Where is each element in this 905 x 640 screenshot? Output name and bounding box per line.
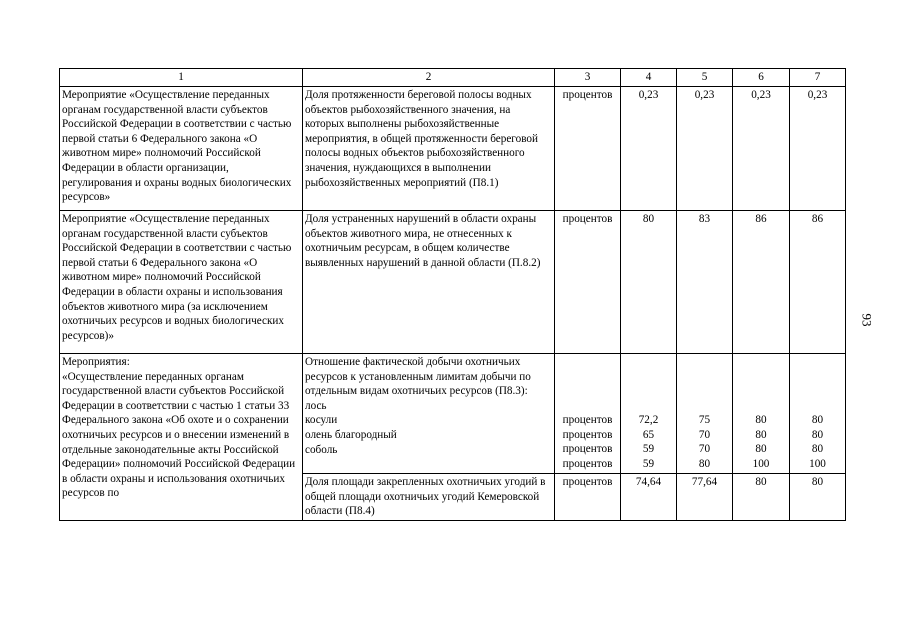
value: 72,2 bbox=[638, 414, 659, 426]
value-cell bbox=[621, 354, 677, 474]
unit-value: процентов bbox=[562, 428, 613, 441]
header-row bbox=[60, 69, 846, 87]
indicator-text: Отношение фактической добычи охотничьих ресурсов к установленным лимитам добычи по отдельным видам охотничьих ресурсов (П8.3): bbox=[305, 356, 531, 398]
value: 80 bbox=[811, 428, 824, 441]
header-cell: 4 bbox=[621, 69, 677, 87]
species-name: косули bbox=[305, 414, 338, 427]
value: 70 bbox=[698, 443, 711, 456]
indicators-table bbox=[59, 68, 846, 521]
header-cell: 2 bbox=[303, 69, 555, 87]
value: 80 bbox=[755, 428, 767, 441]
event-cell: Мероприятие «Осуществление переданных органам государственной власти субъектов Российской Федерации в соответствии с частью первой статьи 6 Федерального закона «О животном мире» полномочий Российской Федерации в области охраны и использования объектов животного мира (за исключением охотничьих ресурсов и водных биологических ресурсов)» bbox=[60, 211, 303, 354]
indicator-cell: Доля протяженности береговой полосы водных объектов рыбохозяйственного значения, на которых выполнены рыбохозяйственные мероприятия, в общей протяженности береговой полосы водных объектов рыбохозяйственного значения, нуждающихся в выполнении рыбохозяйственных мероприятий (П8.1) bbox=[303, 87, 555, 211]
value-cell bbox=[790, 354, 846, 474]
value-cell: 0,23 bbox=[733, 87, 790, 211]
unit-cell bbox=[555, 354, 621, 474]
header-cell: 7 bbox=[790, 69, 846, 87]
value-cell: 77,64 bbox=[677, 474, 733, 521]
value: 100 bbox=[752, 457, 770, 470]
unit-value: процентов bbox=[562, 443, 613, 456]
header-cell: 3 bbox=[555, 69, 621, 87]
indicator-cell: Доля площади закрепленных охотничьих угодий в общей площади охотничьих угодий Кемеровской области (П8.4) bbox=[303, 474, 555, 521]
value: 80 bbox=[811, 414, 824, 426]
unit-cell: процентов bbox=[555, 87, 621, 211]
unit-value: процентов bbox=[562, 457, 613, 470]
event-cell: Мероприятие «Осуществление переданных органам государственной власти субъектов Российской Федерации в соответствии с частью первой статьи 6 Федерального закона «О животном мире» полномочий Российской Федерации в области организации, регулирования и охраны водных биологических ресурсов» bbox=[60, 87, 303, 211]
value: 65 bbox=[642, 428, 655, 441]
header-cell: 6 bbox=[733, 69, 790, 87]
value-cell: 86 bbox=[790, 211, 846, 354]
table-row bbox=[60, 211, 846, 354]
value: 80 bbox=[755, 443, 767, 456]
value-cell: 80 bbox=[790, 474, 846, 521]
value: 80 bbox=[811, 443, 824, 456]
species-name: лось bbox=[305, 399, 327, 412]
value-cell: 0,23 bbox=[790, 87, 846, 211]
value: 59 bbox=[642, 457, 655, 470]
value-cell: 0,23 bbox=[677, 87, 733, 211]
value: 100 bbox=[809, 457, 826, 470]
value: 70 bbox=[698, 428, 711, 441]
value-cell: 80 bbox=[621, 211, 677, 354]
species-name: олень благородный bbox=[305, 428, 397, 441]
value-cell: 80 bbox=[733, 474, 790, 521]
unit-cell: процентов bbox=[555, 211, 621, 354]
value-cell: 83 bbox=[677, 211, 733, 354]
header-cell: 1 bbox=[60, 69, 303, 87]
value: 80 bbox=[755, 414, 767, 426]
value: 75 bbox=[698, 414, 711, 426]
unit-cell: процентов bbox=[555, 474, 621, 521]
table-row bbox=[60, 87, 846, 211]
value-cell: 86 bbox=[733, 211, 790, 354]
value-cell: 74,64 bbox=[621, 474, 677, 521]
unit-value: процентов bbox=[562, 414, 613, 426]
page-number: 93 bbox=[859, 313, 875, 327]
header-cell: 5 bbox=[677, 69, 733, 87]
value-cell: 0,23 bbox=[621, 87, 677, 211]
species-name: соболь bbox=[305, 443, 338, 456]
value-cell bbox=[677, 354, 733, 474]
indicator-cell: Доля устраненных нарушений в области охраны объектов животного мира, не отнесенных к охотничьим ресурсам, в общем количестве выявленных нарушений в данной области (П.8.2) bbox=[303, 211, 555, 354]
table-row bbox=[60, 354, 846, 474]
value-cell bbox=[733, 354, 790, 474]
value: 80 bbox=[698, 457, 711, 470]
indicator-cell bbox=[303, 354, 555, 474]
value: 59 bbox=[642, 443, 655, 456]
event-cell: Мероприятия: «Осуществление переданных органам государственной власти субъектов Российской Федерации в соответствии с частью 1 статьи 33 Федерального закона «Об охоте и о сохранении охотничьих ресурсов и о внесении изменений в отдельные законодательные акты Российской Федерации» полномочий Российской Федерации в области охраны и использования охотничьих ресурсов по bbox=[60, 354, 303, 521]
